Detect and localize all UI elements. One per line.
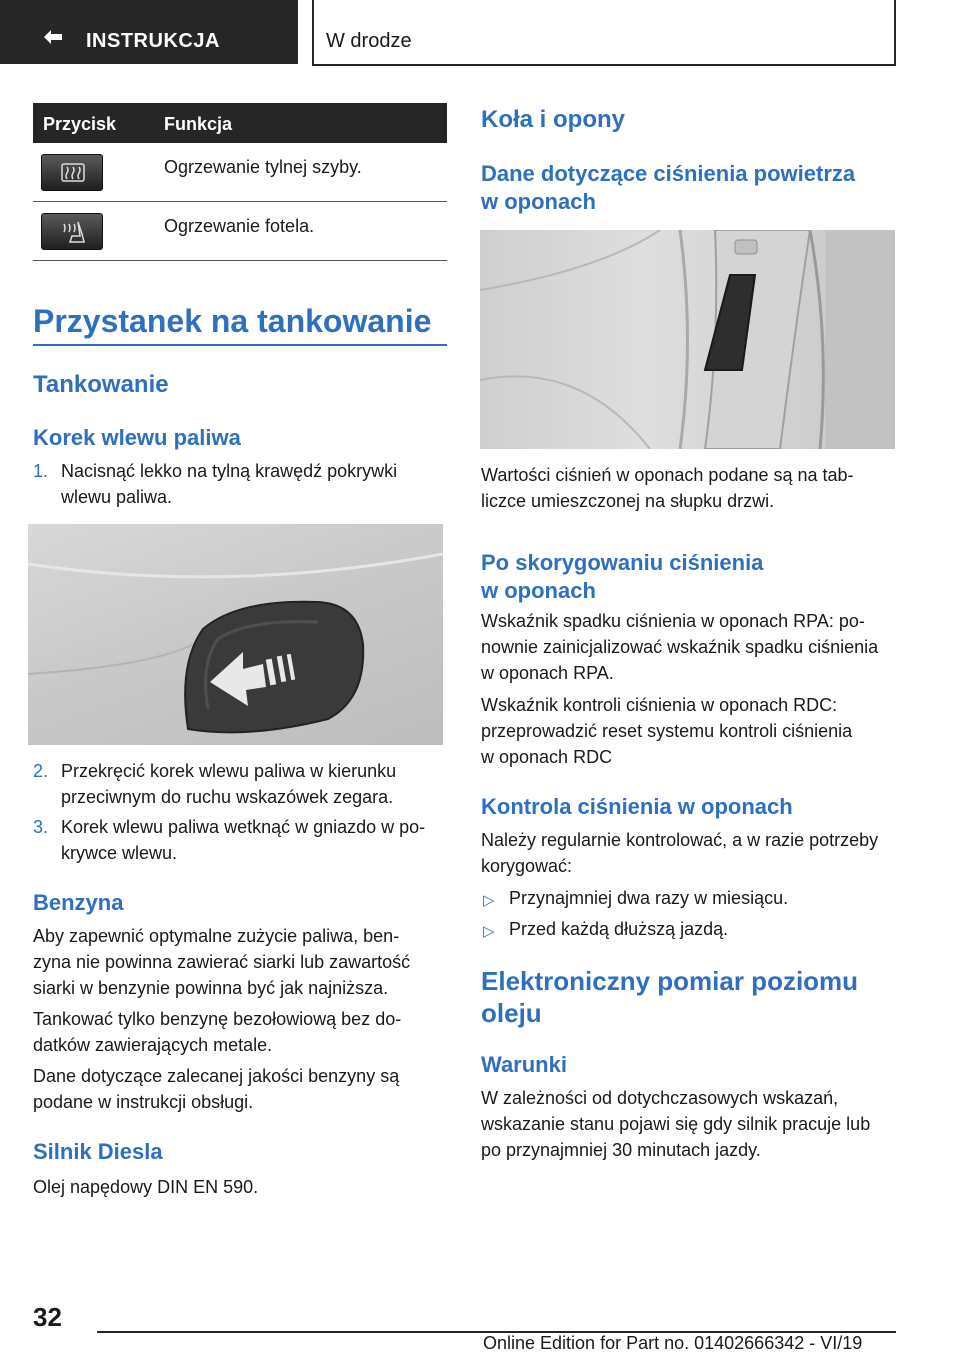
table-row [33, 143, 447, 202]
heading-fuel-cap: Korek wlewu paliwa [33, 425, 241, 450]
button-function-table [33, 103, 447, 261]
seat-heating-icon [41, 213, 103, 250]
header-tab[interactable] [0, 0, 298, 64]
list-item: Przed każdą dłuższą jazdą. [509, 919, 729, 939]
petrol-paragraph: Aby zapewnić optymalne zużycie paliwa, ben- zyna nie powinna zawierać siarki lub zawartość siarki w benzynie powinna być jak najniższa. [33, 926, 411, 998]
section-header [312, 0, 896, 66]
bullet-triangle-icon: ▷ [483, 923, 495, 940]
heading-oil-measurement: Elektroniczny pomiar poziomu oleju [481, 966, 859, 1028]
heading-refueling: Tankowanie [33, 371, 169, 398]
heading-petrol: Benzyna [33, 890, 124, 915]
heading-after-correction: Po skorygowaniu ciśnienia w oponach [481, 550, 764, 603]
step-number: 1. [33, 461, 49, 481]
heading-conditions: Warunki [481, 1052, 567, 1077]
header-tab-label: INSTRUKCJA [86, 30, 220, 52]
diesel-paragraph: Olej napędowy DIN EN 590. [33, 1177, 259, 1197]
heading-refuel-stop: Przystanek na tankowanie [33, 303, 432, 339]
petrol-paragraph: Dane dotyczące zalecanej jakości benzyny są podane w instrukcji obsługi. [33, 1066, 400, 1112]
column-header-button: Przycisk [43, 114, 117, 134]
rear-window-defrost-icon [41, 154, 103, 191]
back-arrow-icon [42, 28, 64, 46]
bullet-triangle-icon: ▷ [483, 892, 495, 909]
list-item: Przynajmniej dwa razy w miesiącu. [509, 888, 789, 908]
fuel-cap-photo [28, 524, 443, 745]
petrol-paragraph: Tankować tylko benzynę bezołowiową bez do- datków zawierających metale. [33, 1009, 402, 1055]
pressure-check-paragraph: Należy regularnie kontrolować, a w razie potrzeby korygować: [481, 830, 879, 876]
heading-wheels: Koła i opony [481, 106, 625, 133]
table-row [33, 202, 447, 261]
heading-tire-pressure: Dane dotyczące ciśnienia powietrza w oponach [481, 161, 856, 214]
conditions-paragraph: W zależności od dotychczasowych wskazań, wskazanie stanu pojawi się gdy silnik pracuje lub po przynajmniej 30 minutach jazdy. [481, 1088, 871, 1160]
column-header-function: Funkcja [164, 114, 233, 134]
page-number: 32 [33, 1302, 62, 1332]
footer-edition: Online Edition for Part no. 01402666342 - VI/19 [483, 1333, 863, 1353]
heading-rule [33, 344, 447, 346]
table-header [33, 103, 447, 143]
row-function-text: Ogrzewanie tylnej szyby. [164, 157, 362, 177]
section-label: W drodze [326, 30, 412, 52]
step-text: Przekręcić korek wlewu paliwa w kierunku przeciwnym do ruchu wskazówek zegara. [61, 761, 397, 807]
step-text: Nacisnąć lekko na tylną krawędź pokrywki wlewu paliwa. [61, 461, 398, 507]
step-number: 2. [33, 761, 49, 781]
heading-diesel: Silnik Diesla [33, 1139, 163, 1164]
door-pillar-photo [480, 230, 895, 449]
after-correction-paragraph: Wskaźnik spadku ciśnienia w oponach RPA: po- nownie zainicjalizować wskaźnik spadku ciśnienia w oponach RPA. [481, 611, 879, 683]
after-correction-paragraph: Wskaźnik kontroli ciśnienia w oponach RDC: przeprowadzić reset systemu kontroli ciśnienia w oponach RDC [481, 695, 853, 767]
tire-pressure-paragraph: Wartości ciśnień w oponach podane są na tab- liczce umieszczonej na słupku drzwi. [481, 465, 854, 511]
row-function-text: Ogrzewanie fotela. [164, 216, 315, 236]
step-text: Korek wlewu paliwa wetknąć w gniazdo w po- krywce wlewu. [61, 817, 426, 863]
step-number: 3. [33, 817, 49, 837]
heading-pressure-check: Kontrola ciśnienia w oponach [481, 794, 793, 819]
